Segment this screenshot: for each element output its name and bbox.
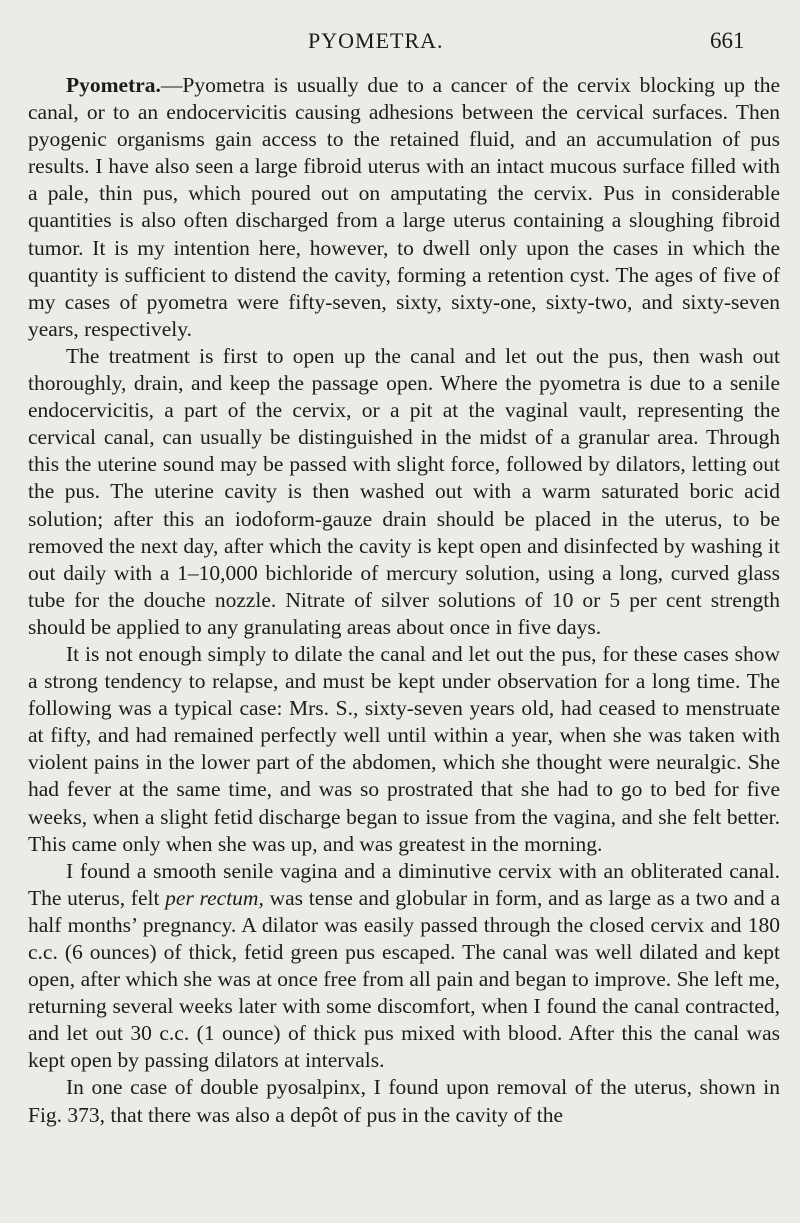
paragraph-4 <box>28 858 780 1075</box>
paragraph-4-italic: per rectum, <box>165 885 264 910</box>
body-text <box>28 72 780 1129</box>
running-head-title: PYOMETRA. <box>308 28 444 53</box>
paragraph-3: It is not enough simply to dilate the canal and let out the pus, for these cases show a strong tendency to relapse, and must be kept under observation for a long time. The following was a typical case: Mrs. S., sixty-seven years old, had ceased to menstruate at fifty, and had remained perfectly well until within a year, when she was taken with violent pains in the lower part of the abdomen, which she thought were neuralgic. She had fever at the same time, and was so prostrated that she had to go to bed for five weeks, when a slight fetid discharge began to issue from the vagina, and she felt better. This came only when she was up, and was greatest in the morning. <box>28 641 780 856</box>
paragraph-1 <box>28 72 780 343</box>
page-number: 661 <box>710 28 745 53</box>
paragraph-4-part-1: I found a smooth senile vagina and a diminutive cervix with an obliterated canal. The uterus, felt <box>28 858 780 910</box>
paragraph-2: The treatment is first to open up the canal and let out the pus, then wash out thoroughly, drain, and keep the passage open. Where the pyometra is due to a senile endocervicitis, a part of the cervix, or a pit at the vaginal vault, representing the cervical canal, can usually be distinguished in the midst of a granular area. Through this the uterine sound may be passed with slight force, followed by dilators, letting out the pus. The uterine cavity is then washed out with a warm saturated boric acid solution; after this an iodoform-gauze drain should be placed in the uterus, to be removed the next day, after which the cavity is kept open and disinfected by washing it out daily with a 1–10,000 bichloride of mercury solution, using a long, curved glass tube for the douche nozzle. Nitrate of silver solutions of 10 or 5 per cent strength should be applied to any granulating areas about once in five days. <box>28 343 780 639</box>
paragraph-4-part-2: was tense and globular in form, and as large as a two and a half months’ pregnancy. A dilator was easily passed through the closed cervix and 180 c.c. (6 ounces) of thick, fetid green pus escaped. The canal was well dilated and kept open, after which she was at once free from all pain and began to improve. She left me, returning several weeks later with some discomfort, when I found the canal contracted, and let out 30 c.c. (1 ounce) of thick pus mixed with blood. After this the canal was kept open by passing dilators at intervals. <box>28 885 780 1073</box>
paragraph-1-text: Pyometra is usually due to a cancer of the cervix blocking up the canal, or to an endocervicitis causing adhesions between the cervical surfaces. Then pyogenic organisms gain access to the retained fluid, and an accumulation of pus results. I have also seen a large fibroid uterus with an intact mucous surface filled with a pale, thin pus, which poured out on amputating the cervix. Pus in considerable quantities is also often discharged from a large uterus containing a sloughing fibroid tumor. It is my intention here, however, to dwell only upon the cases in which the quantity is sufficient to distend the cavity, forming a retention cyst. The ages of five of my cases of pyometra were fifty-seven, sixty, sixty-one, sixty-two, and sixty-seven years, respectively. <box>28 73 780 341</box>
section-dash: — <box>160 73 183 97</box>
running-head <box>0 28 800 58</box>
paragraph-5: In one case of double pyosalpinx, I found upon removal of the uterus, shown in Fig. 373, that there was also a depôt of pus in the cavity of the <box>28 1075 780 1127</box>
section-title: Pyometra. <box>66 73 161 97</box>
